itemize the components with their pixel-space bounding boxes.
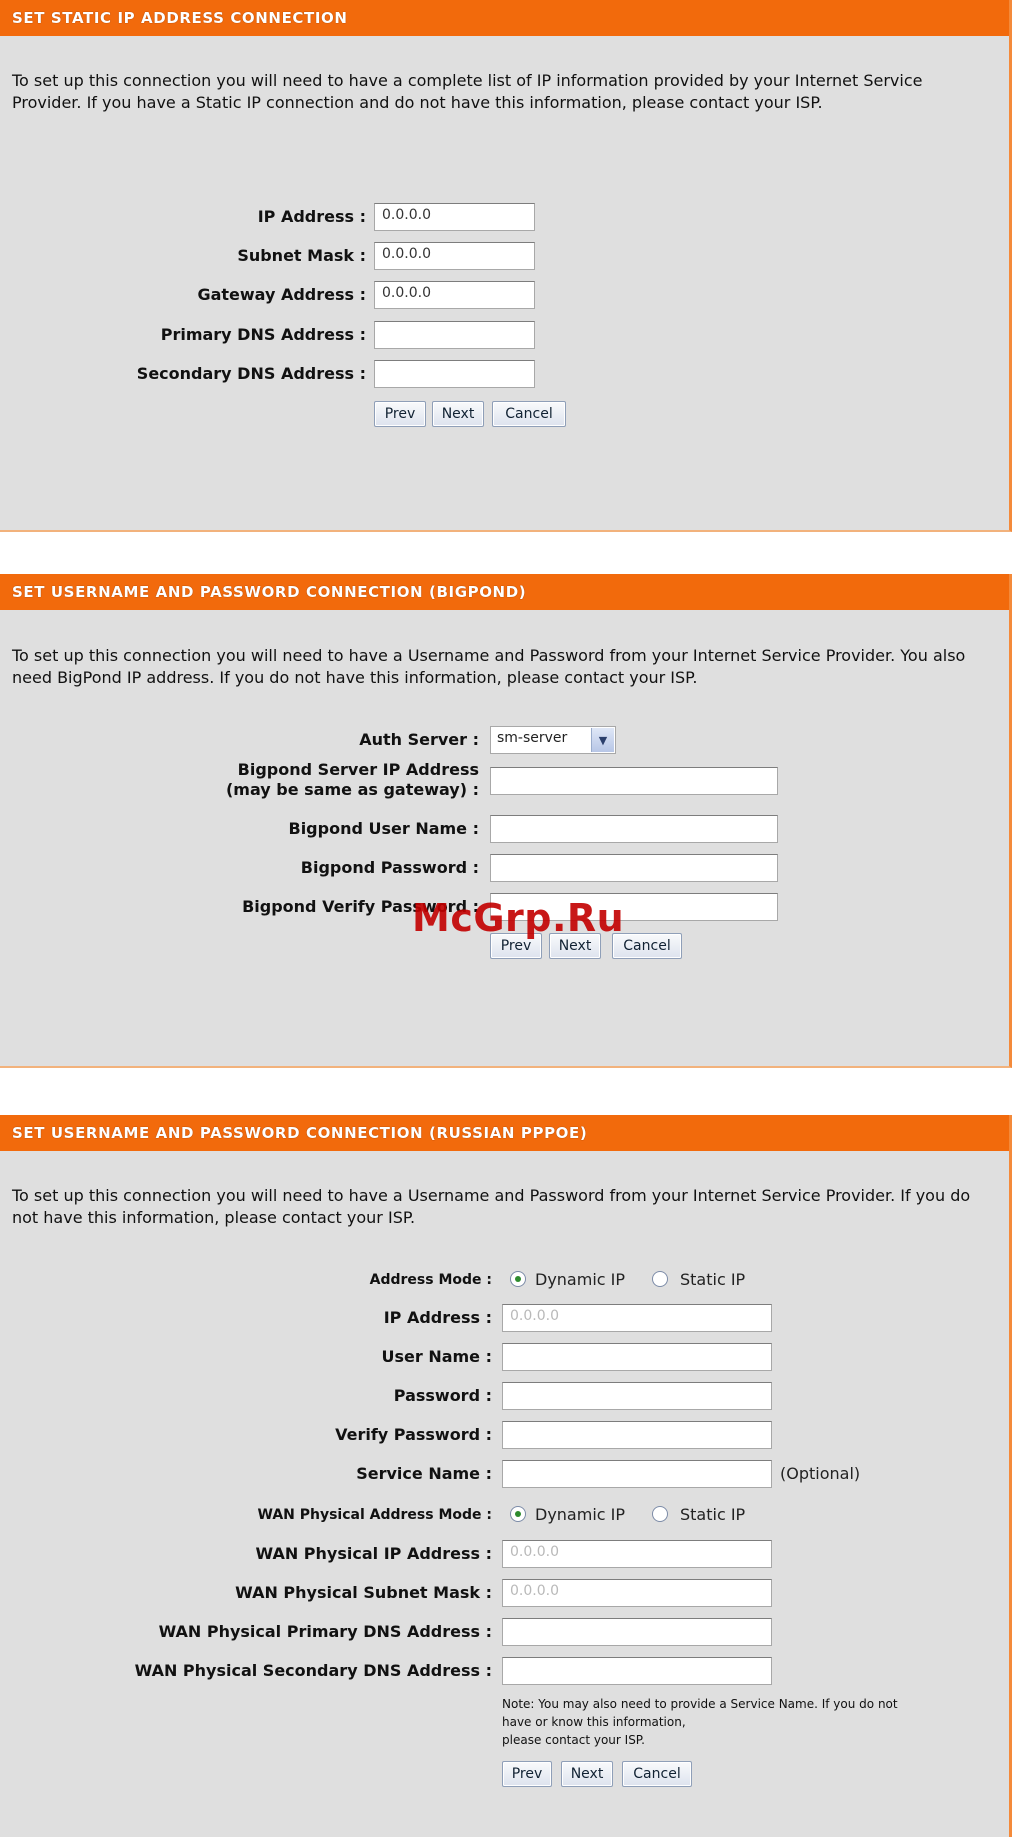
cancel-button[interactable]: Cancel [622, 1761, 692, 1787]
wan-mode-dynamic-radio[interactable] [510, 1506, 526, 1522]
note-line-3: please contact your ISP. [502, 1733, 645, 1747]
wan-subnet-input[interactable]: 0.0.0.0 [502, 1579, 772, 1607]
bigpond-password-input[interactable] [490, 854, 778, 882]
next-button[interactable]: Next [549, 933, 601, 959]
primary-dns-label: Primary DNS Address : [160, 325, 366, 344]
cancel-button[interactable]: Cancel [492, 401, 566, 427]
service-name-note [502, 1695, 1002, 1749]
prev-button[interactable]: Prev [374, 401, 426, 427]
secondary-dns-input[interactable] [374, 360, 535, 388]
auth-server-value: sm-server [497, 730, 568, 746]
bigpond-verify-password-label: Bigpond Verify Password : [242, 897, 479, 916]
gateway-address-input[interactable]: 0.0.0.0 [374, 281, 535, 309]
address-mode-static-radio[interactable] [652, 1271, 668, 1287]
ip-address-label: IP Address : [257, 207, 366, 226]
user-name-input[interactable] [502, 1343, 772, 1371]
server-ip-label-line1: Bigpond Server IP Address [237, 760, 479, 779]
wan-mode-label: WAN Physical Address Mode : [257, 1507, 492, 1523]
static-ip-panel [0, 0, 1012, 532]
watermark: McGrp.Ru [412, 896, 625, 940]
prev-button[interactable]: Prev [502, 1761, 552, 1787]
subnet-mask-input[interactable]: 0.0.0.0 [374, 242, 535, 270]
panel-description: To set up this connection you will need to have a Username and Password from your Internet Service Provider. If you do not have this information, please contact your ISP. [12, 1186, 971, 1227]
bigpond-user-name-label: Bigpond User Name : [288, 819, 479, 838]
primary-dns-input[interactable] [374, 321, 535, 349]
service-name-label: Service Name : [356, 1464, 492, 1483]
wan-mode-static-text: Static IP [680, 1505, 746, 1524]
bigpond-user-name-input[interactable] [490, 815, 778, 843]
password-input[interactable] [502, 1382, 772, 1410]
optional-hint: (Optional) [780, 1464, 861, 1483]
next-button[interactable]: Next [432, 401, 484, 427]
wan-ip-input[interactable]: 0.0.0.0 [502, 1540, 772, 1568]
verify-password-input[interactable] [502, 1421, 772, 1449]
password-label: Password : [393, 1386, 492, 1405]
wan-primary-dns-label: WAN Physical Primary DNS Address : [158, 1622, 492, 1641]
address-mode-label: Address Mode : [369, 1272, 492, 1288]
next-button[interactable]: Next [561, 1761, 613, 1787]
server-ip-label-line2: (may be same as gateway) : [225, 780, 479, 799]
panel-title: SET USERNAME AND PASSWORD CONNECTION (RUSSIAN PPPOE) [0, 1115, 1009, 1151]
note-line-1: Note: You may also need to provide a Service Name. If you do not [502, 1697, 898, 1711]
wan-mode-dynamic-text: Dynamic IP [535, 1505, 626, 1524]
wan-secondary-dns-label: WAN Physical Secondary DNS Address : [134, 1661, 492, 1680]
panel-title: SET USERNAME AND PASSWORD CONNECTION (BIGPOND) [0, 574, 1009, 610]
wan-ip-label: WAN Physical IP Address : [255, 1544, 492, 1563]
auth-server-select[interactable] [490, 726, 616, 754]
bigpond-password-label: Bigpond Password : [300, 858, 479, 877]
panel-title: SET STATIC IP ADDRESS CONNECTION [0, 0, 1009, 36]
prev-button[interactable]: Prev [490, 933, 542, 959]
wan-subnet-label: WAN Physical Subnet Mask : [235, 1583, 492, 1602]
auth-server-label: Auth Server : [359, 730, 479, 749]
user-name-label: User Name : [381, 1347, 492, 1366]
address-mode-static-text: Static IP [680, 1270, 746, 1289]
server-ip-label [226, 760, 479, 804]
verify-password-label: Verify Password : [335, 1425, 492, 1444]
server-ip-input[interactable] [490, 767, 778, 795]
wan-secondary-dns-input[interactable] [502, 1657, 772, 1685]
panel-description: To set up this connection you will need to have a complete list of IP information provided by your Internet Service Provider. If you have a Static IP connection and do not have this information, please contact your ISP. [12, 71, 923, 112]
panel-description: To set up this connection you will need to have a Username and Password from your Internet Service Provider. You also need BigPond IP address. If you do not have this information, please contact your ISP. [12, 646, 966, 687]
wan-mode-static-radio[interactable] [652, 1506, 668, 1522]
cancel-button[interactable]: Cancel [612, 933, 682, 959]
service-name-input[interactable] [502, 1460, 772, 1488]
chevron-down-icon[interactable]: ▼ [591, 728, 614, 752]
subnet-mask-label: Subnet Mask : [237, 246, 366, 265]
gateway-address-label: Gateway Address : [197, 285, 366, 304]
ip-address-input[interactable]: 0.0.0.0 [502, 1304, 772, 1332]
ip-address-label: IP Address : [383, 1308, 492, 1327]
russian-pppoe-panel [0, 1115, 1012, 1837]
address-mode-dynamic-text: Dynamic IP [535, 1270, 626, 1289]
secondary-dns-label: Secondary DNS Address : [136, 364, 366, 383]
note-line-2: have or know this information, [502, 1715, 686, 1729]
wan-primary-dns-input[interactable] [502, 1618, 772, 1646]
address-mode-dynamic-radio[interactable] [510, 1271, 526, 1287]
ip-address-input[interactable]: 0.0.0.0 [374, 203, 535, 231]
bigpond-panel [0, 574, 1012, 1068]
